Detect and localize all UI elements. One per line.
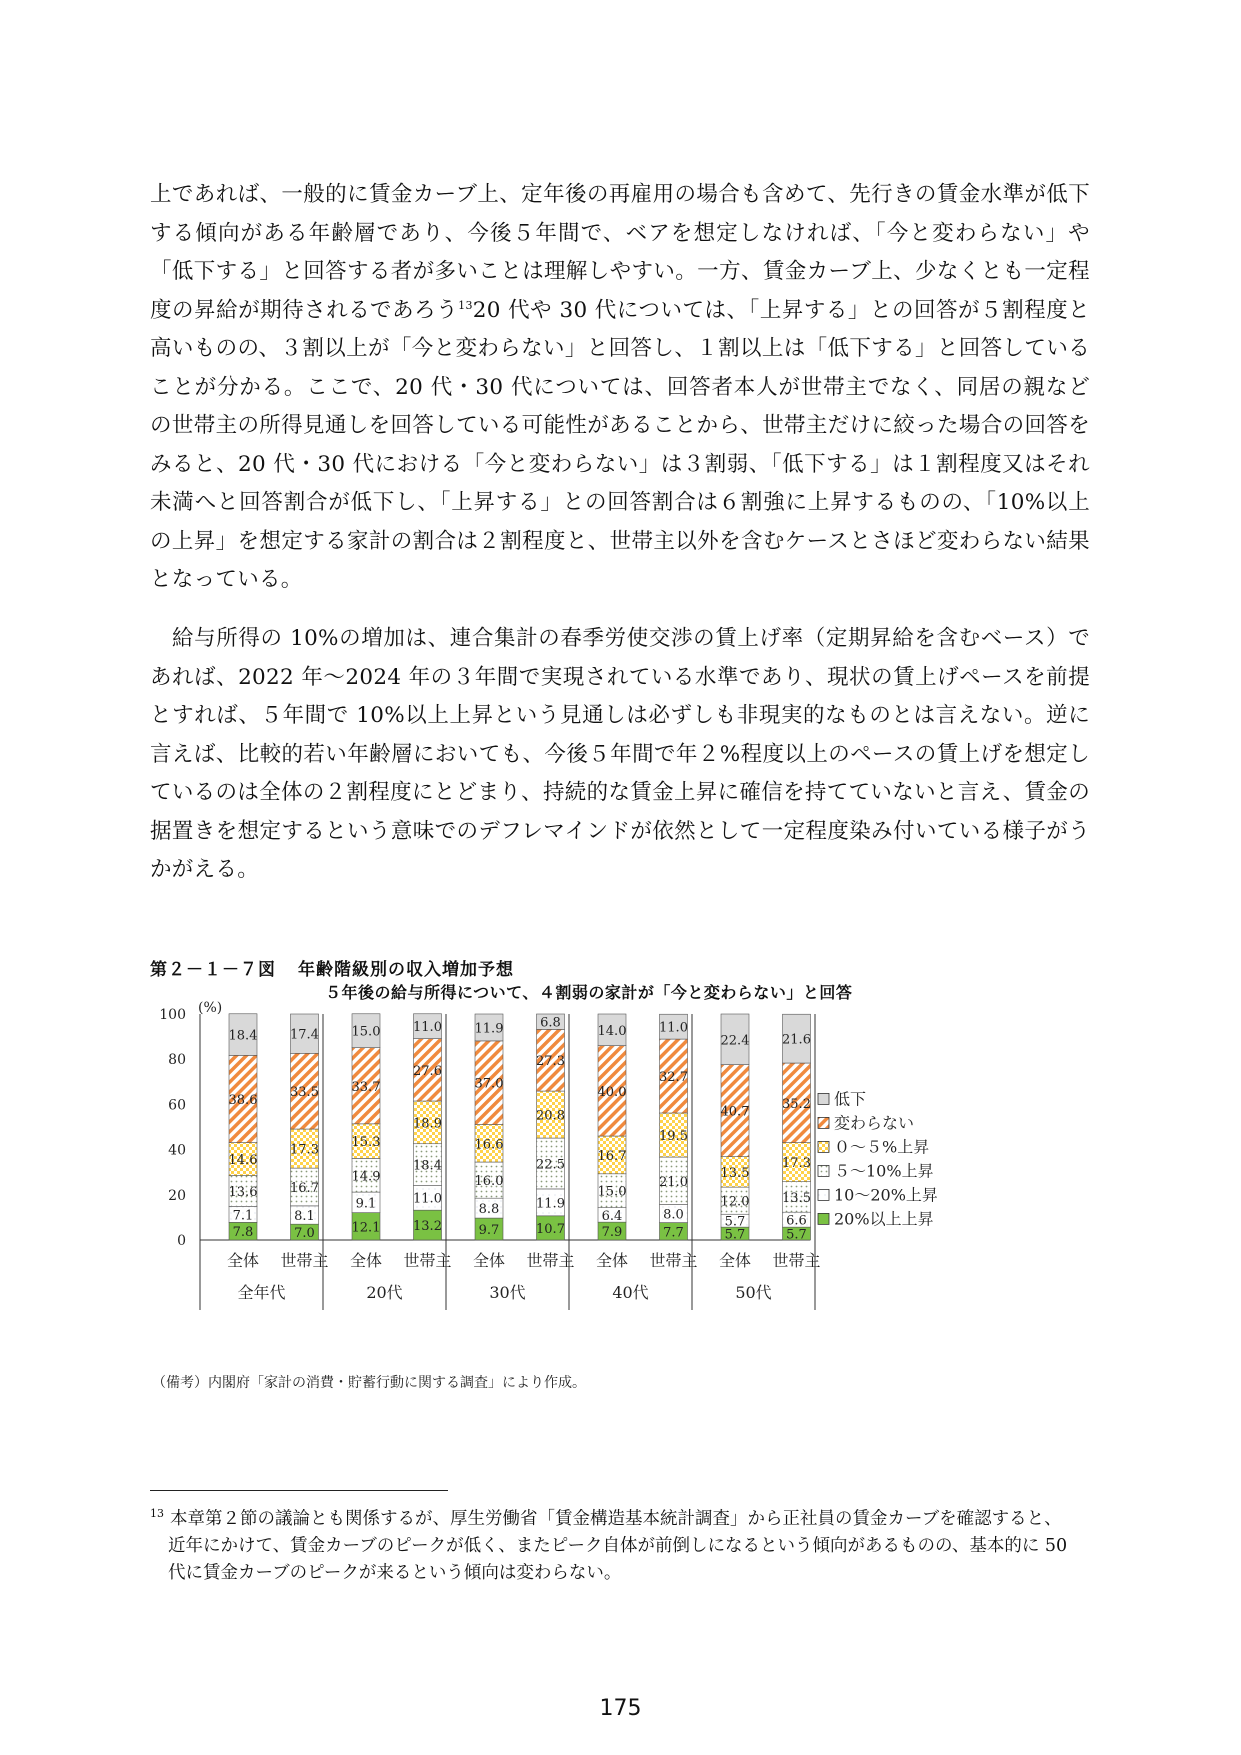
y-tick-label: 0 (177, 1233, 186, 1249)
y-tick-label: 40 (168, 1142, 186, 1159)
data-label: 5.7 (786, 1227, 807, 1243)
data-label: 5.7 (724, 1214, 746, 1230)
data-label: 33.5 (290, 1085, 319, 1101)
data-label: 20.8 (536, 1108, 565, 1124)
data-label: 8.0 (663, 1207, 684, 1223)
data-label: 40.0 (597, 1084, 627, 1100)
y-unit-label: (%) (198, 1000, 223, 1016)
data-label: 13.5 (782, 1190, 811, 1206)
data-label: 27.6 (413, 1063, 442, 1079)
x-category-label: 世帯主 (526, 1251, 575, 1270)
data-label: 7.0 (294, 1226, 315, 1242)
data-label: 16.7 (597, 1148, 627, 1164)
x-category-label: 世帯主 (649, 1251, 698, 1270)
body-paragraph-1 (150, 176, 1090, 600)
data-label: 35.2 (782, 1096, 811, 1112)
legend-label: 低下 (834, 1089, 867, 1109)
data-label: 11.0 (413, 1191, 442, 1207)
data-label: 7.1 (232, 1208, 254, 1224)
x-category-label: 世帯主 (403, 1251, 452, 1270)
footnote (150, 1500, 1070, 1587)
x-category-label: 全体 (226, 1251, 260, 1270)
legend-swatch (818, 1213, 829, 1224)
legend-label: 20%以上上昇 (834, 1209, 934, 1229)
data-label: 6.4 (601, 1208, 623, 1224)
data-label: 22.5 (536, 1157, 565, 1173)
x-group-label: 30代 (489, 1283, 526, 1302)
data-label: 11.0 (659, 1020, 688, 1036)
data-label: 17.3 (290, 1142, 319, 1158)
figure-number: 第２－１－７図 (150, 960, 276, 980)
legend-swatch (818, 1093, 829, 1104)
data-label: 15.3 (351, 1135, 381, 1151)
data-label: 7.7 (663, 1225, 684, 1241)
data-label: 13.2 (413, 1219, 442, 1235)
x-group-label: 全年代 (237, 1283, 286, 1302)
x-category-label: 全体 (472, 1251, 506, 1270)
data-label: 14.9 (351, 1169, 381, 1185)
data-label: 21.6 (782, 1032, 811, 1048)
legend-label: 10〜20%上昇 (834, 1185, 938, 1205)
data-label: 8.8 (478, 1202, 500, 1218)
data-label: 16.7 (290, 1181, 319, 1197)
x-category-label: 世帯主 (772, 1251, 821, 1270)
data-label: 13.5 (720, 1165, 750, 1181)
figure-title (150, 955, 514, 980)
chart-note: （備考）内閣府「家計の消費・貯蓄行動に関する調査」により作成。 (152, 1375, 586, 1391)
data-label: 22.4 (720, 1033, 750, 1049)
legend-label: 変わらない (834, 1113, 915, 1133)
page-number: 175 (599, 1696, 642, 1721)
data-label: 12.1 (351, 1220, 381, 1236)
data-label: 38.6 (228, 1092, 258, 1108)
body-paragraph-2: 給与所得の 10%の増加は、連合集計の春季労使交渉の賃上げ率（定期昇給を含むベース）であれば、2022 年～2024 年の３年間で実現されている水準であり、現状の賃上げペースを前提とすれば、５年間で 10%以上上昇という見通しは必ずしも非現実的なものとは言えない。逆に言えば、比較的若い年齢層においても、今後５年間で年２%程度以上のペースの賃上げを想定しているのは全体の２割程度にとどまり、持続的な賃金上昇に確信を持てていないと言え、賃金の据置きを想定するという意味でのデフレマインドが依然として一定程度染み付いている様子がうかがえる。 (150, 626, 1090, 882)
figure-subtitle: ５年後の給与所得について、４割弱の家計が「今と変わらない」と回答 (325, 983, 853, 1002)
data-label: 9.7 (478, 1223, 500, 1239)
legend-swatch (818, 1189, 829, 1200)
data-label: 11.0 (413, 1020, 442, 1036)
data-label: 16.0 (474, 1174, 504, 1190)
bars (229, 1014, 811, 1243)
data-label: 33.7 (351, 1079, 381, 1095)
data-label: 9.1 (355, 1196, 377, 1212)
data-label: 16.6 (474, 1137, 504, 1153)
footnote-text: 本章第２節の議論とも関係するが、厚生労働省「賃金構造基本統計調査」から正社員の賃金カーブを確認すると、近年にかけて、賃金カーブのピークが低く、またピーク自体が前倒しになるという傾向があるものの、基本的に 50 代に賃金カーブのピークが来るという傾向は変わらない。 (168, 1508, 1068, 1583)
y-tick-label: 60 (168, 1097, 186, 1114)
data-label: 6.6 (786, 1213, 807, 1229)
data-label: 18.4 (228, 1028, 258, 1044)
y-tick-label: 20 (168, 1187, 186, 1204)
legend-label: ０〜５%上昇 (834, 1137, 930, 1157)
x-category-label: 全体 (718, 1251, 752, 1270)
stacked-bar-chart (150, 1000, 1090, 1370)
x-group-label: 40代 (612, 1283, 649, 1302)
paragraph-1-continuation: 20 代や 30 代については、「上昇する」との回答が５割程度と高いものの、３割以上が「今と変わらない」と回答し、１割以上は「低下する」と回答していることが分かる。ここで、20 代・30 代については、回答者本人が世帯主でなく、同居の親などの世帯主の所得見通しを回答している可能性があることから、世帯主だけに絞った場合の回答をみると、20 代・30 代における「今と変わらない」は３割弱、「低下する」は１割程度又はそれ未満へと回答割合が低下し、「上昇する」との回答割合は６割強に上昇するものの、「10%以上の上昇」を想定する家計の割合は２割程度と、世帯主以外を含むケースとさほど変わらない結果となっている。 (150, 297, 1090, 592)
data-label: 10.7 (536, 1221, 565, 1237)
x-group-label: 50代 (735, 1283, 772, 1302)
x-category-label: 全体 (349, 1251, 383, 1270)
data-label: 12.0 (720, 1194, 750, 1210)
data-label: 14.6 (228, 1153, 258, 1169)
data-label: 11.9 (536, 1196, 565, 1212)
data-label: 15.0 (351, 1024, 381, 1040)
paragraph-1-text: 上であれば、一般的に賃金カーブ上、定年後の再雇用の場合も含めて、先行きの賃金水準が低下する傾向がある年齢層であり、今後５年間で、ベアを想定しなければ、「今と変わらない」や「低下する」と回答する者が多いことは理解しやすい。一方、賃金カーブ上、少なくとも一定程度の昇給が期待されるであろう (150, 182, 1090, 323)
data-label: 40.7 (720, 1104, 750, 1120)
footnote-divider (150, 1490, 448, 1491)
data-label: 14.0 (597, 1023, 627, 1039)
footnote-number: 13 (150, 1507, 164, 1520)
data-label: 32.7 (659, 1070, 688, 1086)
data-label: 13.6 (228, 1184, 258, 1200)
x-category-label: 全体 (595, 1251, 629, 1270)
data-label: 18.9 (413, 1116, 442, 1132)
data-label: 15.0 (597, 1184, 627, 1200)
y-tick-label: 100 (159, 1007, 186, 1023)
data-label: 11.9 (474, 1021, 504, 1037)
legend-swatch (818, 1165, 829, 1176)
footnote-reference[interactable]: 13 (458, 298, 473, 312)
data-label: 6.8 (540, 1015, 561, 1031)
legend (818, 1089, 938, 1228)
data-label: 5.7 (724, 1227, 746, 1243)
data-label: 27.3 (536, 1054, 565, 1070)
data-label: 37.0 (474, 1076, 504, 1092)
data-label: 18.4 (413, 1158, 442, 1174)
data-label: 7.9 (601, 1225, 623, 1241)
data-label: 17.4 (290, 1027, 319, 1043)
data-label: 7.8 (232, 1225, 254, 1241)
data-label: 21.0 (659, 1174, 688, 1190)
x-group-label: 20代 (366, 1283, 403, 1302)
data-label: 8.1 (294, 1209, 315, 1225)
figure-title-text: 年齢階級別の収入増加予想 (298, 960, 514, 980)
legend-swatch (818, 1117, 829, 1128)
x-category-label: 世帯主 (280, 1251, 329, 1270)
legend-label: ５〜10%上昇 (834, 1161, 934, 1181)
data-label: 19.5 (659, 1129, 688, 1145)
data-label: 17.3 (782, 1156, 811, 1172)
y-tick-label: 80 (168, 1052, 186, 1069)
legend-swatch (818, 1141, 829, 1152)
